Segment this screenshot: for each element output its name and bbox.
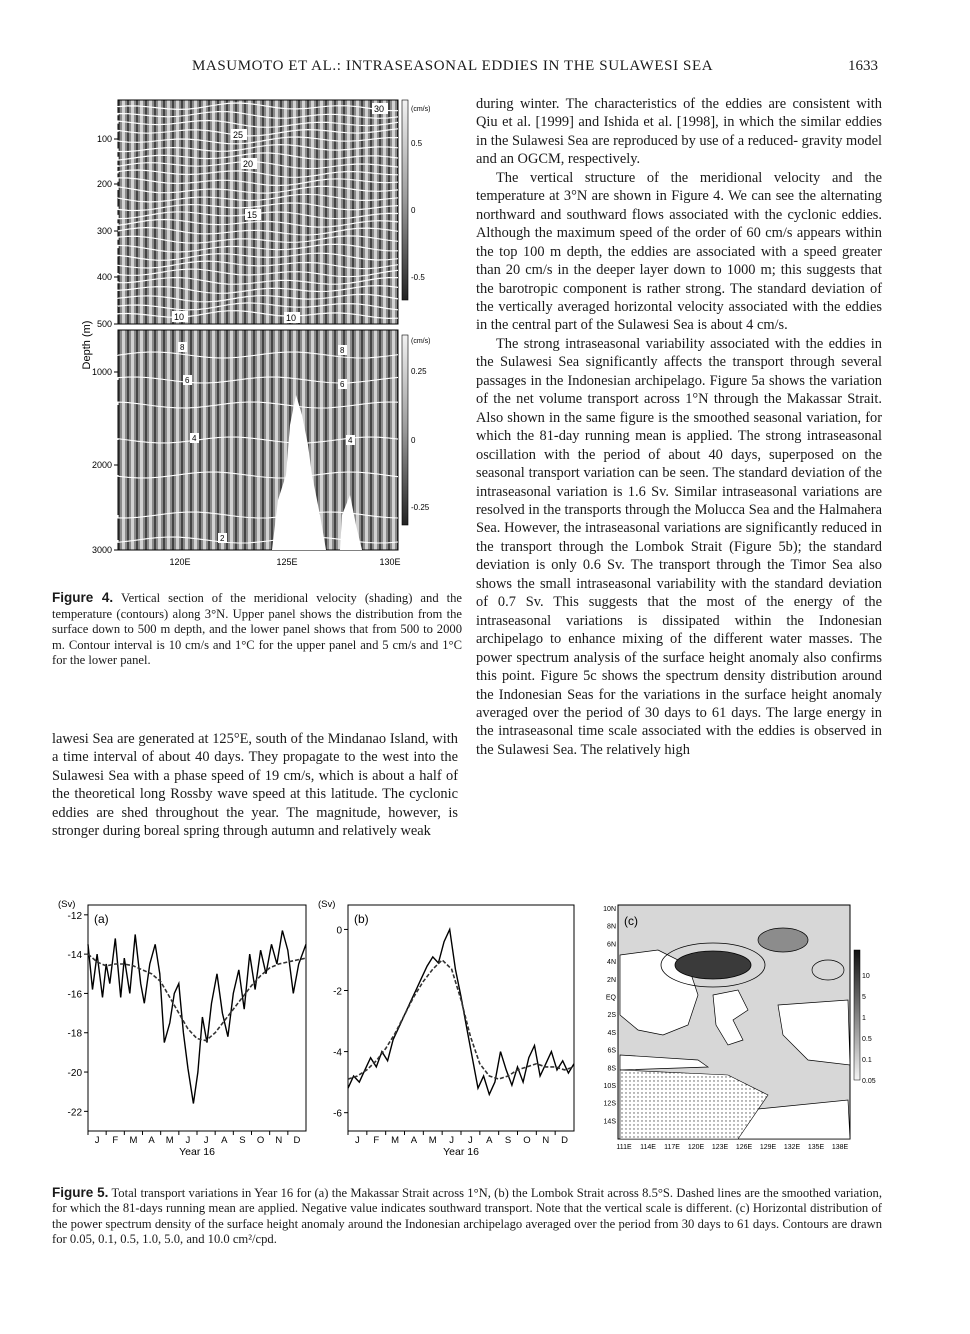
fig5c-lat-tick-label: EQ	[605, 994, 616, 1002]
fig5a-ytick-label: -16	[67, 989, 82, 1001]
right-column-paragraph-1: during winter. The characteristics of the eddies are consistent with Qiu et al. [1999] and Ishida et al. [1998], in which the similar eddies in the Sulawesi Sea are reproduced by use of a reduced- gravity model and an OGCM, respectively.	[476, 96, 882, 168]
fig5c-lat-tick-label: 8N	[607, 923, 616, 931]
fig5c-pacific-eddy	[758, 928, 808, 952]
fig5b-month-label: A	[410, 1135, 418, 1146]
fig4-contour-label: 4	[192, 434, 197, 443]
fig5c-lon-tick-label: 123E	[711, 1144, 729, 1151]
fig5c-lat-tick-label: 14S	[603, 1118, 616, 1126]
figure-5-caption-text: Total transport variations in Year 16 for (a) the Makassar Strait across 1°N, (b) the Lombok Strait across 8.5°S. Dashed lines are the smoothed variation, for which the 81-days running mean are applied. Negative value indicates southward transport. Note that the vertical scale is different. (c) Horizontal distribution of the power spectrum density of the surface height anomaly around the Indonesian archipelago averaged over the period from 30 days to 61 days. Contours are drawn for 0.05, 0.1, 0.5, 1.0, 5.0, and 10.0 cm²/cpd.	[52, 1186, 883, 1246]
fig5b-month-label: F	[373, 1135, 380, 1146]
fig5a-month-label: M	[129, 1135, 138, 1146]
left-column-paragraph: lawesi Sea are generated at 125°E, south of the Mindanao Island, with a time interval of about 40 days. They propagate to the west into the Sulawesi Sea with a phase speed of 19 cm/s, which is about a half of the theoretical long Rossby wave speed at this latitude. The cyclonic eddies are shed throughout the year. The magnitude, however, is stronger during boreal spring through autumn and relatively weak	[52, 731, 458, 840]
fig4-colorbar-tick-label: 0	[411, 206, 416, 215]
fig4-contour-label: 8	[340, 346, 345, 355]
fig4-lon-tick-label: 130E	[379, 557, 401, 567]
fig5a-ylabel: (Sv)	[58, 899, 76, 910]
fig4-depth-tick-label: 300	[96, 226, 112, 236]
fig5c-colorbar-tick-label: 10	[862, 973, 870, 980]
fig5c-lat-tick-label: 4S	[607, 1029, 616, 1037]
fig5a-ytick-label: -22	[67, 1107, 82, 1119]
fig4-contour-label: 15	[247, 210, 258, 220]
fig4-colorbar-tick-label: 0.5	[411, 139, 423, 148]
fig4-depth-tick-label: 1000	[91, 367, 112, 377]
fig4-contour-label: 6	[340, 380, 345, 389]
fig5c-lon-tick-label: 117E	[664, 1144, 680, 1151]
fig5b-xlabel: Year 16	[443, 1146, 479, 1158]
fig4-depth-tick-label: 3000	[91, 545, 112, 555]
fig5c-colorbar-tick-label: 0.5	[862, 1036, 872, 1043]
fig5b-plot-frame	[348, 905, 574, 1131]
right-column-paragraph-3: The strong intraseasonal variability associated with the eddies in the Sulawesi Sea significantly affects the transport through several passages in the Indonesian archipelago. Figure 5a shows the variation of the net volume transport across 1°N through the Makassar Strait. Also shown in the same figure is the smoothed seasonal variation, for which the 81-day running mean is applied. The strong intraseasonal oscillation with the period of about 40 days, superposed on the seasonal transport variation can be seen. The standard deviation of the intraseasonal variation is 1.6 Sv. Similar intraseasonal variations are resolved in the transports through the Molucca Sea and the Halmahera Sea. However, the intraseasonal variations are significantly reduced in the transport through the Lombok Strait (Figure 5b); the standard deviation is only 0.6 Sv. The transport through the Timor Sea also shows the small intraseasonal variability with the standard deviation of 0.7 Sv. This suggests that the most of the energy of the intraseasonal variations is dissipated within the Indonesian archipelago to enhance mixing of the different water masses. The power spectrum analysis of the surface height anomaly also confirms this point. Figure 5c shows the spectrum density distribution around the Indonesian Seas for the variations in the surface height anomaly averaged over the period of 30 days to 61 days. The large energy in the intraseasonal time scale associated with the eddies is observed in the Sulawesi Sea. The relatively high	[476, 335, 882, 758]
figure-5	[48, 895, 928, 1170]
fig5a-month-label: M	[165, 1135, 174, 1146]
fig4-lower-colorbar-unit: (cm/s)	[411, 338, 431, 345]
fig5c-lat-tick-label: 8S	[607, 1065, 616, 1073]
fig4-lon-tick-label: 125E	[276, 557, 298, 567]
fig5a-month-label: S	[239, 1135, 246, 1146]
fig4-colorbar-tick-label: -0.25	[411, 503, 430, 512]
fig5c-sulawesi-sea-max	[675, 951, 751, 979]
fig5c-lat-tick-label: 2N	[607, 976, 616, 984]
fig5c-lon-tick-label: 120E	[687, 1144, 705, 1151]
fig5a-ytick-label: -18	[67, 1028, 82, 1040]
fig4-upper-colorbar-unit: (cm/s)	[411, 106, 431, 113]
fig5b-month-label: J	[355, 1135, 360, 1146]
fig5c-lon-tick-label: 129E	[759, 1144, 777, 1151]
fig5c-lon-tick-label: 132E	[783, 1144, 801, 1151]
fig4-lower-colorbar	[402, 335, 408, 525]
fig5a-month-label: J	[203, 1135, 209, 1146]
right-column	[476, 95, 882, 759]
fig5a-month-label: J	[185, 1135, 191, 1146]
fig5b-ylabel: (Sv)	[318, 899, 336, 910]
fig5c-lat-tick-label: 6S	[607, 1047, 616, 1055]
fig5a-ytick-label: -20	[67, 1068, 82, 1080]
fig5b-month-label: S	[504, 1135, 512, 1146]
fig5c-lon-tick-label: 111E	[616, 1144, 632, 1151]
fig5c-lon-tick-label: 114E	[640, 1144, 656, 1151]
fig5a-plot-frame	[88, 905, 306, 1131]
fig4-colorbar-tick-label: 0.25	[411, 367, 427, 376]
fig4-depth-tick-label: 2000	[91, 460, 112, 470]
fig5c-lat-tick-label: 10N	[603, 906, 616, 913]
fig5a-panel-label: (a)	[94, 912, 109, 926]
fig5a-ytick-label: -14	[67, 950, 82, 962]
figure-4	[50, 95, 460, 575]
fig4-contour-label: 25	[233, 130, 244, 140]
fig4-ylabel: Depth (m)	[81, 320, 93, 370]
fig5c-panel-label: (c)	[624, 914, 638, 928]
fig5c-lat-tick-label: 10S	[603, 1083, 616, 1090]
fig5c-colorbar	[854, 950, 860, 1080]
fig5a-xlabel: Year 16	[179, 1146, 215, 1158]
fig4-colorbar-tick-label: 0	[411, 436, 416, 445]
fig5a-month-label: A	[221, 1135, 228, 1146]
figure-4-caption-text: Vertical section of the meridional velocity (shading) and the temperature (contours) along 3°N. Upper panel shows the distribution from the surface down to 500 m depth, and the lower panel shows that from 500 to 2000 m. Contour interval is 10 cm/s and 1°C for the upper panel and 5 cm/s and 1°C for the lower panel.	[52, 591, 463, 667]
fig4-contour-label: 2	[220, 534, 225, 543]
fig5c-lat-tick-label: 4N	[607, 959, 616, 967]
fig5b-month-label: N	[542, 1135, 550, 1146]
fig4-lon-tick-label: 120E	[169, 557, 191, 567]
fig4-contour-label: 10	[286, 313, 297, 323]
fig5a-month-label: J	[94, 1135, 100, 1146]
right-column-paragraph-2: The vertical structure of the meridional velocity and the temperature at 3°N are shown in Figure 4. We can see the alternating northward and southward flows associated with the cyclonic eddies. Although the maximum speed of the order of 60 cm/s appears within the top 100 m depth, the eddies are associated with a speed greater than 20 cm/s in the deeper layer down to 1000 m; this suggests that the barotropic component is rather strong. The standard deviation of the vertically averaged horizontal velocity associated with the eddies in the central part of the Sulawesi Sea is about 4 cm/s.	[476, 169, 882, 334]
fig5c-lon-tick-label: 135E	[807, 1144, 825, 1151]
fig4-contour-label: 8	[180, 343, 185, 352]
fig4-depth-tick-label: 500	[96, 319, 112, 329]
left-column	[52, 730, 458, 841]
fig5c-lat-tick-label: 6N	[607, 941, 616, 949]
fig4-depth-tick-label: 400	[96, 272, 112, 282]
fig5b-month-label: D	[561, 1135, 569, 1146]
fig4-lower-panel	[118, 330, 398, 550]
fig5a-ytick-label: -12	[67, 910, 82, 922]
figure-5-label: Figure 5.	[52, 1185, 109, 1200]
page-number: 1633	[848, 58, 878, 74]
fig5b-month-label: M	[428, 1135, 437, 1146]
fig5c-colorbar-tick-label: 5	[862, 994, 866, 1001]
fig4-depth-tick-label: 200	[96, 179, 112, 189]
fig5c-lat-tick-label: 2S	[607, 1012, 616, 1020]
figure-4-label: Figure 4.	[52, 590, 114, 605]
fig5b-month-label: A	[486, 1135, 493, 1146]
fig5b-ytick-label: -2	[333, 986, 342, 998]
fig4-contour-label: 10	[174, 312, 185, 322]
fig4-colorbar-tick-label: -0.5	[411, 273, 425, 282]
fig4-upper-colorbar	[402, 100, 408, 300]
fig5c-colorbar-tick-label: 0.1	[862, 1057, 872, 1064]
running-head: MASUMOTO ET AL.: INTRASEASONAL EDDIES IN THE SULAWESI SEA	[192, 58, 714, 74]
fig5b-panel-label: (b)	[354, 912, 369, 926]
fig5b-month-label: M	[391, 1135, 400, 1146]
fig5a-month-label: A	[148, 1135, 155, 1146]
fig5b-ytick-label: -4	[333, 1047, 342, 1059]
fig4-contour-label: 30	[374, 104, 385, 114]
fig5c-colorbar-tick-label: 0.05	[862, 1078, 876, 1085]
fig4-contour-label: 4	[348, 436, 353, 445]
fig4-contour-label: 20	[243, 159, 254, 169]
fig5b-month-label: J	[449, 1135, 454, 1146]
fig5b-ytick-label: 0	[336, 925, 342, 937]
fig5a-month-label: F	[112, 1135, 119, 1146]
figure-4-caption	[52, 590, 462, 669]
fig5b-month-label: O	[523, 1135, 531, 1146]
fig4-depth-tick-label: 100	[96, 134, 112, 144]
fig5a-month-label: D	[293, 1135, 301, 1146]
fig5a-month-label: N	[275, 1135, 283, 1146]
figure-5-caption	[52, 1185, 882, 1247]
fig5c-lat-tick-label: 12S	[603, 1100, 616, 1108]
fig5a-month-label: O	[256, 1135, 265, 1146]
fig5c-lon-tick-label: 126E	[735, 1144, 753, 1151]
fig5c-colorbar-tick-label: 1	[862, 1015, 866, 1022]
fig5b-ytick-label: -6	[333, 1108, 342, 1120]
fig5c-lon-tick-label: 138E	[831, 1144, 849, 1151]
fig5b-month-label: J	[468, 1135, 473, 1146]
fig4-contour-label: 6	[185, 376, 190, 385]
